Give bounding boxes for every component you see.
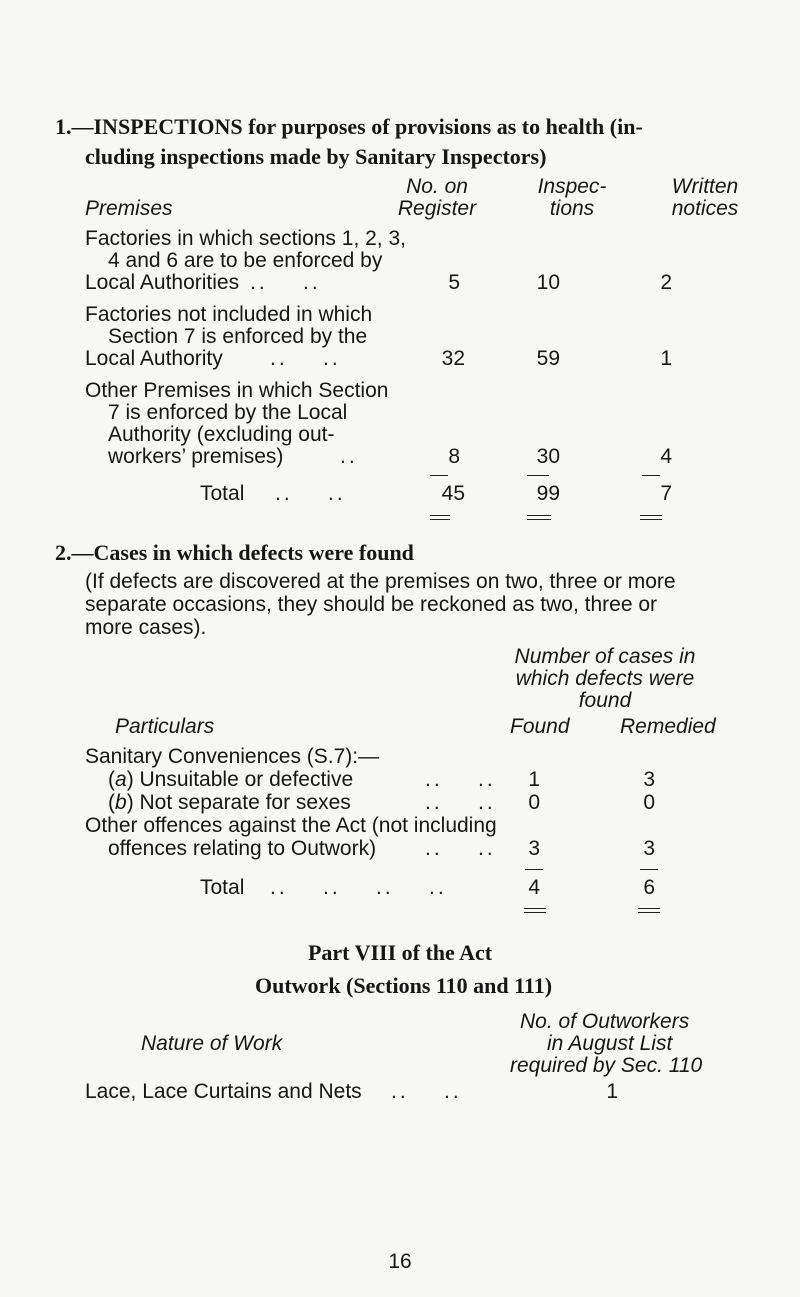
subtotal-rule xyxy=(642,475,660,476)
group-header-line: Number of cases in xyxy=(514,645,696,668)
leader-dots: .. .. xyxy=(250,271,321,294)
notices-value: 1 xyxy=(660,347,672,370)
total-double-rule xyxy=(527,515,551,520)
total-double-rule xyxy=(640,515,662,520)
leader-dots: .. .. xyxy=(425,837,496,860)
row-b-prefix: ( xyxy=(108,791,115,814)
row-a-letter: a xyxy=(115,768,127,791)
col-inspections-header-2: tions xyxy=(549,197,595,220)
remedied-value: 0 xyxy=(643,791,655,814)
subtotal-rule xyxy=(430,475,448,476)
section2-note-line: more cases). xyxy=(85,616,207,639)
notices-value: 2 xyxy=(660,271,672,294)
register-value: 5 xyxy=(448,271,460,294)
total-label: Total xyxy=(200,482,245,505)
table-row-label-line: Local Authority xyxy=(85,347,223,370)
table-row-label-line: Other Premises in which Section xyxy=(85,379,389,402)
leader-dots: .. .. xyxy=(270,347,341,370)
notices-value: 4 xyxy=(660,445,672,468)
col-register-header-1: No. on xyxy=(406,175,468,198)
row-other-offences-line: offences relating to Outwork) xyxy=(108,837,377,860)
group-header-line: found xyxy=(578,689,632,712)
total-register-value: 45 xyxy=(441,482,465,505)
leader-dots: .. xyxy=(340,445,358,468)
found-value: 1 xyxy=(528,768,540,791)
inspections-value: 30 xyxy=(536,445,560,468)
inspections-value: 10 xyxy=(536,271,560,294)
table-row-label-line: 7 is enforced by the Local xyxy=(108,401,348,424)
section2-note-line: (If defects are discovered at the premises on two, three or more xyxy=(85,570,676,593)
section3-heading-2: Outwork (Sections 110 and 111) xyxy=(255,973,553,998)
register-value: 32 xyxy=(441,347,465,370)
section1-heading-line2: cluding inspections made by Sanitary Inspectors) xyxy=(85,144,547,169)
leader-dots: .. .. xyxy=(275,482,346,505)
total-notices-value: 7 xyxy=(660,482,672,505)
row-sanitary-conveniences: Sanitary Conveniences (S.7):— xyxy=(85,745,380,768)
col-outworkers-header-1: No. of Outworkers xyxy=(520,1010,690,1033)
col-remedied-header: Remedied xyxy=(620,715,716,738)
table-row-label-line: Section 7 is enforced by the xyxy=(108,325,368,348)
inspections-value: 59 xyxy=(536,347,560,370)
section3-heading-1: Part VIII of the Act xyxy=(307,940,493,965)
col-found-header: Found xyxy=(510,715,570,738)
row-a-label xyxy=(108,768,353,792)
outwork-row-label: Lace, Lace Curtains and Nets xyxy=(85,1080,362,1103)
col-inspections-header-1: Inspec- xyxy=(537,175,607,198)
remedied-value: 3 xyxy=(643,837,655,860)
leader-dots: .. .. .. xyxy=(338,1080,462,1103)
subtotal-rule xyxy=(525,869,543,870)
leader-dots: .. .. .. .. xyxy=(270,876,447,899)
col-premises-header: Premises xyxy=(85,197,173,220)
table-row-label-line: workers’ premises) xyxy=(108,445,284,468)
subtotal-rule xyxy=(527,475,549,476)
table-row-label-line: Local Authorities xyxy=(85,271,240,294)
total-found-value: 4 xyxy=(528,876,540,899)
register-value: 8 xyxy=(448,445,460,468)
total-double-rule xyxy=(524,908,546,913)
section2-note-line: separate occasions, they should be reckoned as two, three or xyxy=(85,593,658,616)
total-remedied-value: 6 xyxy=(643,876,655,899)
page-number: 16 xyxy=(388,1250,412,1273)
subtotal-rule xyxy=(640,869,658,870)
group-header-line: which defects were xyxy=(515,667,695,690)
row-b-label xyxy=(108,791,351,815)
leader-dots: .. .. xyxy=(425,768,496,791)
row-other-offences-line: Other offences against the Act (not including xyxy=(85,814,497,837)
col-nature-header: Nature of Work xyxy=(141,1032,283,1055)
found-value: 3 xyxy=(528,837,540,860)
found-value: 0 xyxy=(528,791,540,814)
col-outworkers-header-3: required by Sec. 110 xyxy=(510,1054,703,1077)
section1-heading-line1: 1.—INSPECTIONS for purposes of provisions as to health (in- xyxy=(55,114,643,139)
remedied-value: 3 xyxy=(643,768,655,791)
col-register-header-2: Register xyxy=(397,197,477,220)
col-outworkers-header-2: in August List xyxy=(547,1032,673,1055)
table-row-label-line: Factories in which sections 1, 2, 3, xyxy=(85,227,406,250)
total-inspections-value: 99 xyxy=(536,482,560,505)
total-double-rule xyxy=(638,908,660,913)
total-double-rule xyxy=(430,515,450,520)
section2-heading: 2.—Cases in which defects were found xyxy=(55,540,414,565)
col-notices-header-2: notices xyxy=(671,197,739,220)
outwork-row-value: 1 xyxy=(606,1080,618,1103)
total-label: Total xyxy=(200,876,245,899)
leader-dots: .. .. xyxy=(425,791,496,814)
row-a-text: ) Unsuitable or defective xyxy=(126,768,354,791)
table-row-label-line: Authority (excluding out- xyxy=(108,423,335,446)
row-b-text: ) Not separate for sexes xyxy=(126,791,351,814)
col-particulars-header: Particulars xyxy=(115,715,215,738)
col-notices-header-1: Written xyxy=(671,175,739,198)
table-row-label-line: Factories not included in which xyxy=(85,303,373,326)
table-row-label-line: 4 and 6 are to be enforced by xyxy=(108,249,383,272)
row-b-letter: b xyxy=(115,791,127,814)
row-a-prefix: ( xyxy=(108,768,115,791)
